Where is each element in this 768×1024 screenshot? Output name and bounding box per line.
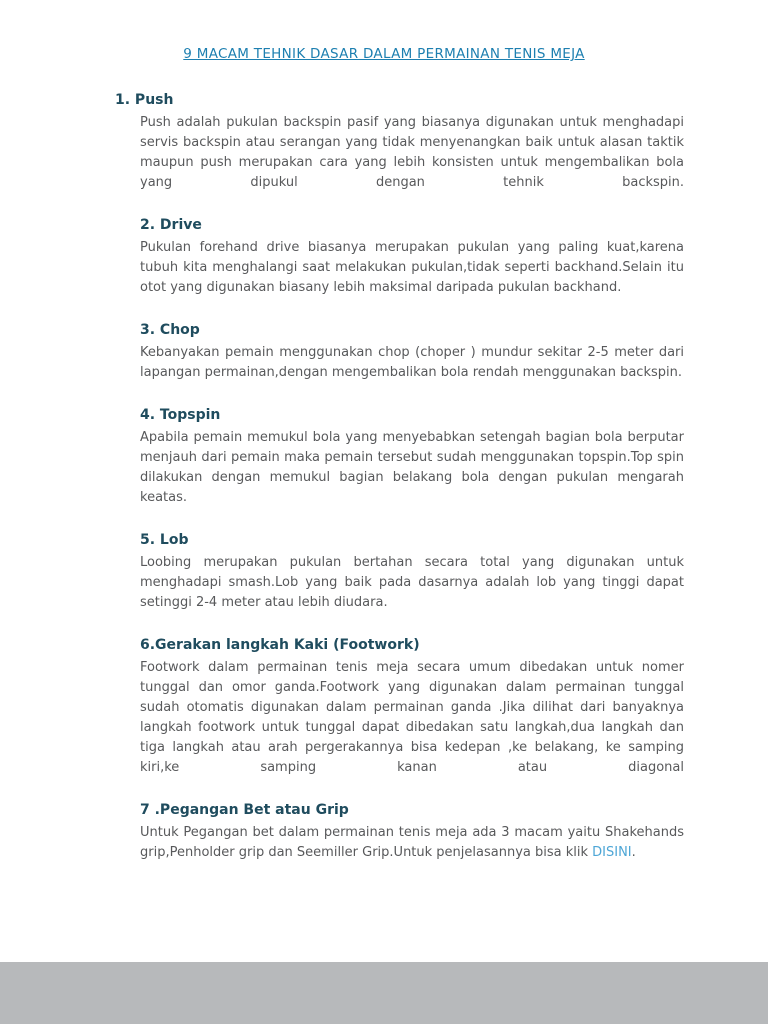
disini-link[interactable]: DISINI bbox=[592, 845, 632, 860]
section-topspin-heading: 4. Topspin bbox=[140, 407, 221, 423]
section-drive bbox=[140, 217, 684, 298]
section-push-heading: 1. Push bbox=[115, 92, 174, 108]
section-drive-heading: 2. Drive bbox=[140, 217, 202, 233]
section-grip-body bbox=[140, 823, 684, 863]
section-drive-body: Pukulan forehand drive biasanya merupakan pukulan yang paling kuat,karena tubuh kita menghalangi saat melakukan pukulan,tidak seperti backhand.Selain itu otot yang digunakan biasany lebih maksimal daripada pukulan backhand. bbox=[140, 240, 684, 295]
document-title: 9 MACAM TEHNIK DASAR DALAM PERMAINAN TENIS MEJA bbox=[183, 46, 585, 62]
section-push bbox=[115, 92, 684, 193]
section-footwork bbox=[140, 637, 684, 778]
section-chop bbox=[140, 322, 684, 383]
section-lob-body: Loobing merupakan pukulan bertahan secara total yang digunakan untuk menghadapi smash.Lob yang baik pada dasarnya adalah lob yang tinggi dapat setinggi 2-4 meter atau lebih diudara. bbox=[140, 555, 684, 610]
section-grip bbox=[140, 802, 684, 863]
section-chop-body: Kebanyakan pemain menggunakan chop (choper ) mundur sekitar 2-5 meter dari lapangan permainan,dengan mengembalikan bola rendah menggunakan backspin. bbox=[140, 345, 684, 380]
viewer-footer-strip bbox=[0, 962, 768, 1024]
section-grip-heading: 7 .Pegangan Bet atau Grip bbox=[140, 802, 349, 818]
section-topspin-body: Apabila pemain memukul bola yang menyebabkan setengah bagian bola berputar menjauh dari pemain maka pemain tersebut sudah menggunakan topspin.Top spin dilakukan dengan memukul bagian belakang bola dengan pukulan mengarah keatas. bbox=[140, 430, 684, 505]
section-push-body: Push adalah pukulan backspin pasif yang biasanya digunakan untuk menghadapi servis backspin atau serangan yang tidak menyenangkan baik untuk alasan taktik maupun push merupakan cara yang lebih konsisten untuk mengembalikan bola yang dipukul dengan tehnik backspin. bbox=[140, 115, 684, 190]
section-lob bbox=[140, 532, 684, 613]
section-lob-heading: 5. Lob bbox=[140, 532, 189, 548]
section-grip-body-text: Untuk Pegangan bet dalam permainan tenis meja ada 3 macam yaitu Shakehands grip,Penholder grip dan Seemiller Grip.Untuk penjelasannya bisa klik bbox=[140, 825, 684, 860]
section-footwork-body: Footwork dalam permainan tenis meja secara umum dibedakan untuk nomer tunggal dan omor ganda.Footwork yang digunakan dalam permainan tunggal sudah otomatis digunakan dalam permainan ganda .Jika dilihat dari banyaknya langkah footwork untuk tunggal dapat dibedakan satu langkah,dua langkah dan tiga langkah atau arah pergerakannya bisa kedepan ,ke belakang, ke samping kiri,ke samping kanan atau diagonal bbox=[140, 660, 684, 775]
section-grip-body-suffix: . bbox=[631, 845, 636, 860]
section-chop-heading: 3. Chop bbox=[140, 322, 200, 338]
section-footwork-heading: 6.Gerakan langkah Kaki (Footwork) bbox=[140, 637, 420, 653]
section-topspin bbox=[140, 407, 684, 508]
